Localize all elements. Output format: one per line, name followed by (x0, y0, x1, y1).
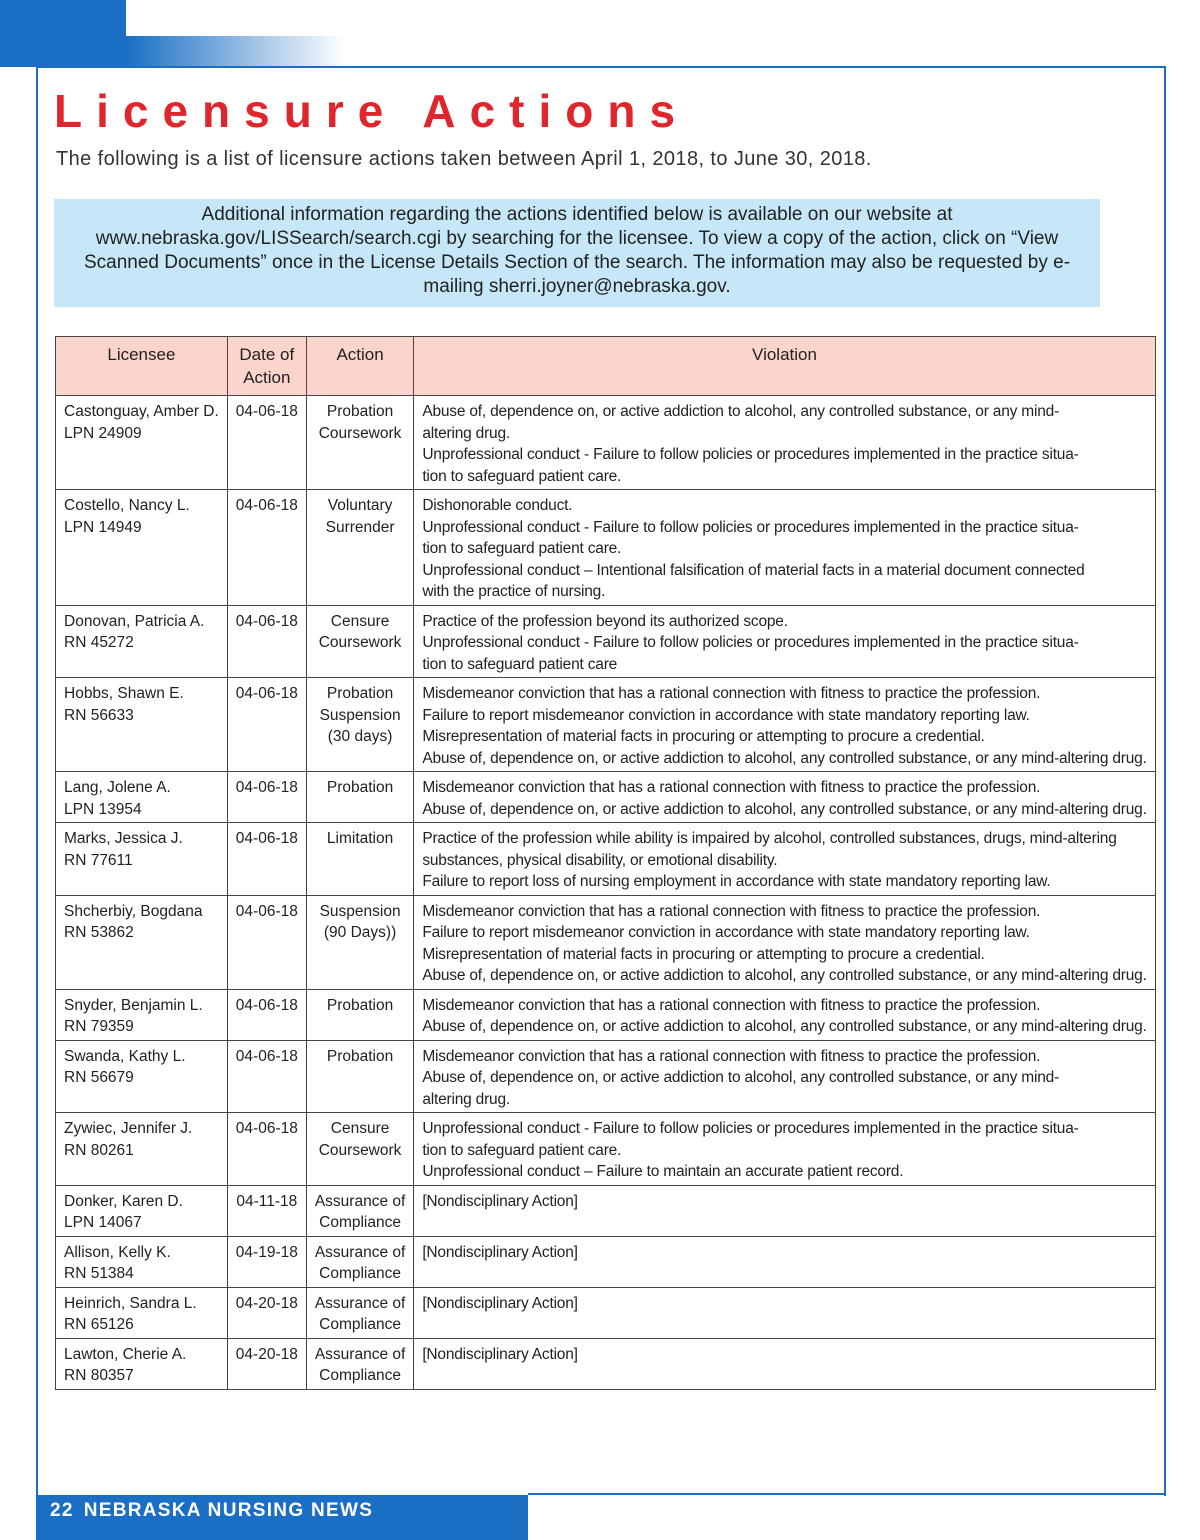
table-row (56, 605, 1156, 678)
table-header-row (56, 337, 1156, 396)
violation-line: Misdemeanor conviction that has a rational connection with fitness to practice the profession. (422, 996, 1041, 1014)
action-cell (306, 895, 413, 989)
licensee-name: Hobbs, Shawn E. (64, 685, 184, 702)
licensee-name: Zywiec, Jennifer J. (64, 1120, 193, 1137)
violation-cell (414, 1040, 1155, 1113)
licensee-cell (56, 1236, 228, 1287)
licensee-name: Donker, Karen D. (64, 1192, 183, 1210)
table-row (56, 490, 1156, 606)
violation-cell (414, 772, 1155, 823)
action-date: 04-06-18 (235, 497, 298, 514)
action-line: Probation (326, 996, 394, 1014)
publication-name: NEBRASKA NURSING NEWS (83, 1500, 374, 1521)
action-cell (306, 396, 413, 490)
licensee-cell (56, 605, 228, 678)
action-cell (306, 605, 413, 678)
violation-cell (414, 989, 1155, 1040)
table-row (56, 1338, 1156, 1389)
violation-line: altering drug. (422, 424, 510, 442)
licensee-cell (56, 823, 228, 896)
action-line: Compliance (319, 1367, 401, 1384)
violation-line: Failure to report misdemeanor conviction in accordance with state mandatory reporting law. (422, 706, 1030, 724)
table-row (56, 823, 1156, 896)
violation-line: [Nondisciplinary Action] (422, 1243, 578, 1261)
page-number: 22 (50, 1500, 74, 1521)
violation-line: Abuse of, dependence on, or active addiction to alcohol, any controlled substance, or any mind-altering drug. (422, 800, 1147, 818)
action-date: 04-06-18 (235, 403, 298, 420)
licensee-cell (56, 1338, 228, 1389)
violation-cell (414, 1236, 1155, 1287)
date-cell (227, 678, 306, 772)
date-cell (227, 1185, 306, 1236)
header-action: Action (306, 337, 413, 396)
action-cell (306, 1236, 413, 1287)
table-body (56, 396, 1156, 1390)
violation-line: [Nondisciplinary Action] (422, 1345, 578, 1363)
date-cell (227, 823, 306, 896)
license-number: RN 51384 (64, 1265, 134, 1282)
action-line: (30 days) (327, 728, 393, 745)
date-cell (227, 1236, 306, 1287)
action-line: Probation (326, 1047, 394, 1065)
violation-line: Unprofessional conduct – Intentional falsification of material facts in a material document connected (422, 561, 1085, 579)
date-cell (227, 396, 306, 490)
licensee-cell (56, 1113, 228, 1186)
violation-line: Practice of the profession beyond its authorized scope. (422, 612, 788, 630)
action-date: 04-06-18 (235, 902, 298, 920)
violation-line: Misdemeanor conviction that has a rational connection with fitness to practice the profession. (422, 902, 1041, 920)
license-number: RN 45272 (64, 634, 134, 651)
action-line: Coursework (318, 634, 402, 651)
action-date: 04-06-18 (235, 830, 298, 847)
violation-cell (414, 396, 1155, 490)
action-cell (306, 490, 413, 606)
licensee-name: Snyder, Benjamin L. (64, 996, 203, 1014)
violation-line: Abuse of, dependence on, or active addiction to alcohol, any controlled substance, or any mind-altering drug. (422, 1018, 1147, 1035)
license-number: LPN 14067 (64, 1214, 142, 1231)
licensee-name: Donovan, Patricia A. (64, 612, 205, 630)
table-row (56, 1185, 1156, 1236)
violation-cell (414, 490, 1155, 606)
footer (50, 1500, 373, 1522)
violation-line: [Nondisciplinary Action] (422, 1192, 578, 1210)
licensee-cell (56, 772, 228, 823)
violation-line: Abuse of, dependence on, or active addiction to alcohol, any controlled substance, or any mind-altering drug. (422, 749, 1147, 767)
page-title: Licensure Actions (54, 85, 690, 137)
violation-cell (414, 895, 1155, 989)
action-line: Coursework (318, 424, 402, 442)
date-cell (227, 772, 306, 823)
licensee-name: Shcherbiy, Bogdana (64, 902, 203, 920)
licensee-name: Allison, Kelly K. (64, 1243, 171, 1261)
action-cell (306, 823, 413, 896)
licensee-cell (56, 1287, 228, 1338)
licensee-name: Costello, Nancy L. (64, 497, 190, 514)
licensee-name: Castonguay, Amber D. (64, 403, 219, 420)
violation-line: [Nondisciplinary Action] (422, 1294, 578, 1312)
license-number: RN 80261 (64, 1141, 134, 1159)
license-number: LPN 13954 (64, 800, 142, 818)
violation-line: Abuse of, dependence on, or active addiction to alcohol, any controlled substance, or any mind-altering drug. (422, 967, 1147, 984)
violation-line: Unprofessional conduct - Failure to follow policies or procedures implemented in the practice situa- (422, 518, 1079, 536)
action-date: 04-06-18 (235, 612, 298, 630)
licensee-cell (56, 678, 228, 772)
date-cell (227, 1040, 306, 1113)
page-frame-bottom (528, 1493, 1164, 1495)
action-date: 04-06-18 (235, 779, 298, 796)
action-line: Coursework (318, 1141, 402, 1159)
action-line: Censure (330, 1120, 390, 1137)
action-line: Probation (326, 779, 394, 796)
violation-line: Unprofessional conduct - Failure to follow policies or procedures implemented in the practice situa- (422, 1120, 1079, 1137)
action-date: 04-20-18 (235, 1294, 298, 1312)
action-line: (90 Days)) (323, 924, 397, 941)
violation-line: Abuse of, dependence on, or active addiction to alcohol, any controlled substance, or any mind- (422, 1069, 1060, 1086)
violation-line: Misrepresentation of material facts in procuring or attempting to procure a credential. (422, 728, 985, 745)
action-line: Censure (330, 612, 390, 630)
action-line: Limitation (326, 830, 394, 847)
page-subtitle: The following is a list of licensure actions taken between April 1, 2018, to June 30, 2018. (56, 148, 872, 170)
action-cell (306, 1185, 413, 1236)
table-row (56, 772, 1156, 823)
violation-cell (414, 1185, 1155, 1236)
action-line: Assurance of (314, 1294, 406, 1312)
action-date: 04-06-18 (235, 996, 298, 1014)
action-date: 04-19-18 (235, 1243, 298, 1261)
table-row (56, 1113, 1156, 1186)
action-cell (306, 772, 413, 823)
violation-line: tion to safeguard patient care (422, 655, 618, 673)
header-violation: Violation (414, 337, 1155, 396)
table-row (56, 396, 1156, 490)
violation-line: Dishonorable conduct. (422, 497, 573, 514)
violation-line: Misdemeanor conviction that has a rational connection with fitness to practice the profession. (422, 1047, 1041, 1065)
date-cell (227, 605, 306, 678)
violation-line: Unprofessional conduct – Failure to maintain an accurate patient record. (422, 1163, 904, 1180)
license-number: LPN 14949 (64, 518, 142, 536)
action-date: 04-06-18 (235, 1120, 298, 1137)
violation-line: tion to safeguard patient care. (422, 540, 622, 557)
action-line: Assurance of (314, 1345, 406, 1363)
action-line: Voluntary (327, 497, 393, 514)
table-row (56, 1236, 1156, 1287)
action-line: Probation (326, 403, 394, 420)
violation-line: altering drug. (422, 1090, 510, 1108)
violation-line: Misrepresentation of material facts in procuring or attempting to procure a credential. (422, 945, 985, 963)
action-date: 04-06-18 (235, 685, 298, 702)
table-row (56, 989, 1156, 1040)
licensee-cell (56, 895, 228, 989)
action-line: Compliance (319, 1316, 401, 1333)
action-cell (306, 1113, 413, 1186)
table-row (56, 895, 1156, 989)
licensee-cell (56, 490, 228, 606)
violation-cell (414, 1338, 1155, 1389)
action-line: Assurance of (314, 1192, 406, 1210)
table-row (56, 1287, 1156, 1338)
violation-cell (414, 1113, 1155, 1186)
violation-line: tion to safeguard patient care. (422, 467, 622, 485)
licensee-name: Heinrich, Sandra L. (64, 1294, 197, 1312)
license-number: RN 79359 (64, 1018, 134, 1035)
date-cell (227, 1287, 306, 1338)
action-line: Probation (326, 685, 394, 702)
license-number: RN 80357 (64, 1367, 134, 1384)
action-line: Compliance (319, 1214, 401, 1231)
action-line: Suspension (319, 706, 401, 724)
violation-line: Unprofessional conduct - Failure to follow policies or procedures implemented in the practice situa- (422, 446, 1079, 463)
license-number: LPN 24909 (64, 424, 142, 442)
table-row (56, 678, 1156, 772)
licensee-cell (56, 989, 228, 1040)
violation-line: Misdemeanor conviction that has a rational connection with fitness to practice the profession. (422, 779, 1041, 796)
license-number: RN 77611 (64, 851, 133, 869)
action-cell (306, 989, 413, 1040)
licensee-name: Swanda, Kathy L. (64, 1047, 186, 1065)
action-date: 04-20-18 (235, 1345, 298, 1363)
info-box: Additional information regarding the actions identified below is available on our website at www.nebraska.gov/LISSearch/search.cgi by searching for the licensee. To view a copy of the action, click on “View Scanned Documents” once in the License Details Section of the search. The information may also be requested by e-mailing sherri.joyner@nebraska.gov. (54, 199, 1100, 307)
action-date: 04-11-18 (236, 1192, 298, 1210)
corner-accent-gradient (126, 36, 346, 67)
violation-line: Failure to report misdemeanor conviction in accordance with state mandatory reporting law. (422, 924, 1030, 941)
action-cell (306, 678, 413, 772)
action-cell (306, 1338, 413, 1389)
violation-cell (414, 605, 1155, 678)
licensee-cell (56, 396, 228, 490)
license-number: RN 65126 (64, 1316, 134, 1333)
violation-line: Abuse of, dependence on, or active addiction to alcohol, any controlled substance, or any mind- (422, 403, 1060, 420)
violation-line: Practice of the profession while ability is impaired by alcohol, controlled substances, drugs, mind-altering (422, 830, 1117, 847)
violation-line: Misdemeanor conviction that has a rational connection with fitness to practice the profession. (422, 685, 1041, 702)
violation-line: tion to safeguard patient care. (422, 1141, 622, 1159)
violation-cell (414, 823, 1155, 896)
licensee-name: Lang, Jolene A. (64, 779, 171, 796)
action-line: Assurance of (314, 1243, 406, 1261)
license-number: RN 56633 (64, 706, 134, 724)
action-line: Surrender (325, 518, 395, 536)
action-line: Compliance (319, 1265, 401, 1282)
action-cell (306, 1040, 413, 1113)
licensure-actions-table (55, 336, 1156, 1390)
action-date: 04-06-18 (235, 1047, 298, 1065)
action-cell (306, 1287, 413, 1338)
date-cell (227, 1113, 306, 1186)
license-number: RN 56679 (64, 1069, 134, 1086)
violation-line: Failure to report loss of nursing employment in accordance with state mandatory reporting law. (422, 873, 1051, 890)
licensee-name: Marks, Jessica J. (64, 830, 183, 847)
violation-line: with the practice of nursing. (422, 583, 606, 600)
header-licensee: Licensee (56, 337, 228, 396)
table-row (56, 1040, 1156, 1113)
violation-line: Unprofessional conduct - Failure to follow policies or procedures implemented in the practice situa- (422, 634, 1079, 651)
date-cell (227, 1338, 306, 1389)
licensee-cell (56, 1040, 228, 1113)
violation-line: substances, physical disability, or emotional disability. (422, 851, 778, 869)
date-cell (227, 490, 306, 606)
date-cell (227, 989, 306, 1040)
license-number: RN 53862 (64, 924, 134, 941)
header-date: Date of Action (227, 337, 306, 396)
corner-accent-block (0, 0, 126, 67)
action-line: Suspension (319, 902, 401, 920)
violation-cell (414, 1287, 1155, 1338)
licensee-cell (56, 1185, 228, 1236)
date-cell (227, 895, 306, 989)
violation-cell (414, 678, 1155, 772)
licensee-name: Lawton, Cherie A. (64, 1345, 187, 1363)
